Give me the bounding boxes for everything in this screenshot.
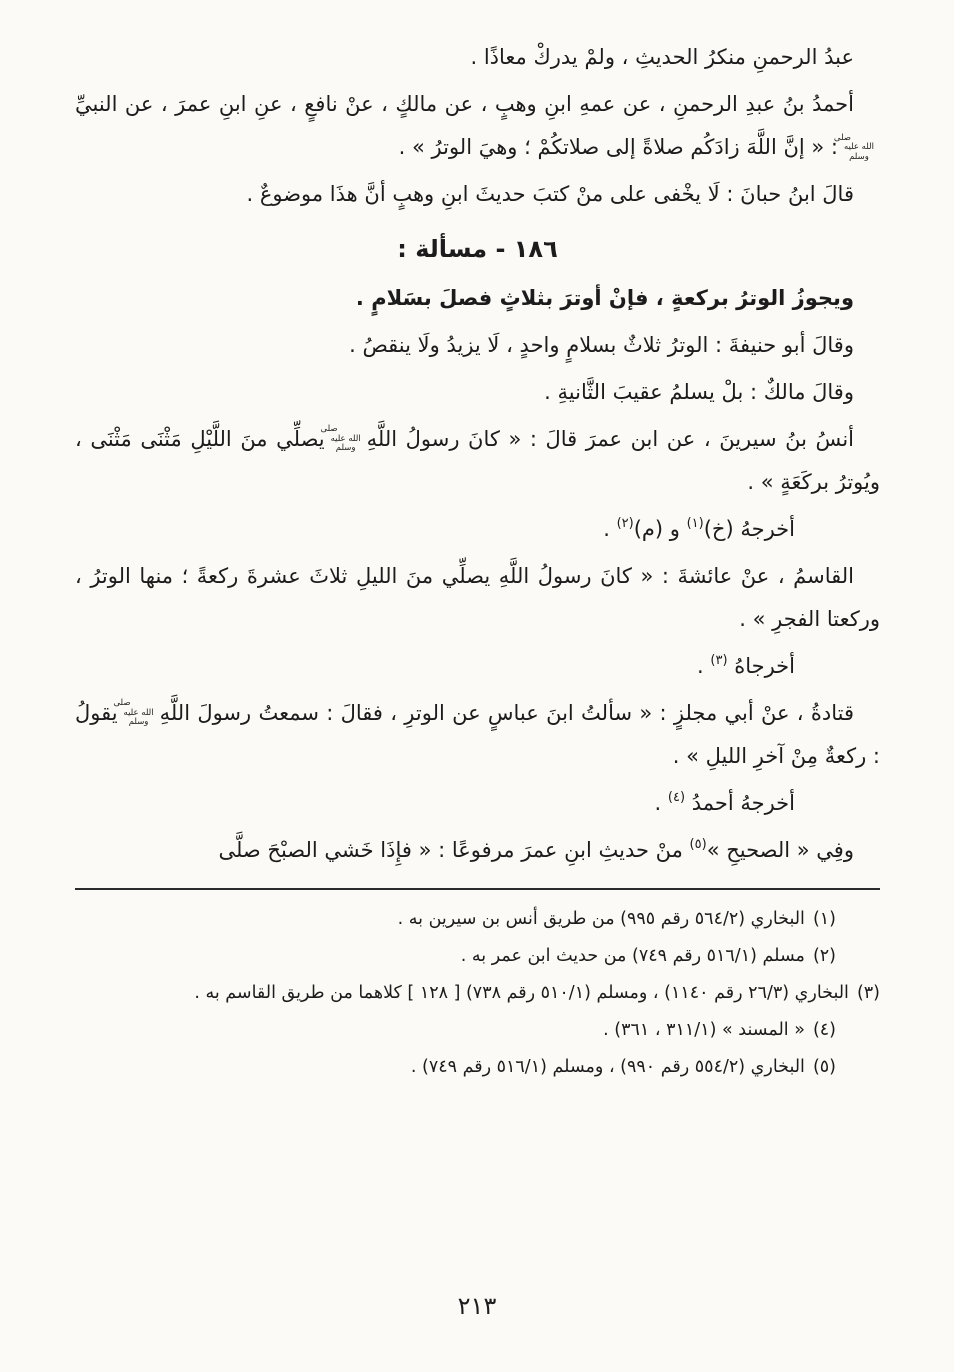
footnote: [75, 902, 880, 938]
footnote-text: « المسند » (٣١١/١ ، ٣٦١) .: [603, 1019, 805, 1040]
paragraph-text: وفِي « الصحيحِ »: [706, 837, 854, 862]
paragraph-text: يقولُ : ركعةٌ مِنْ آخرِ الليلِ » .: [75, 700, 880, 769]
paragraph-text: منْ حديثِ ابنِ عمرَ مرفوعًا : « فإِذَا خَشي الصبْحَ صلَّى: [218, 837, 690, 862]
footnote-ref: (٢): [616, 515, 634, 531]
footnote-marker: (٢): [812, 946, 836, 967]
paragraph-text: قتادةُ ، عنْ أبي مجلزٍ : « سألتُ ابنَ عباسٍ عن الوترِ ، فقالَ : سمعتُ رسولَ اللَّهِ: [159, 700, 854, 725]
footnote-marker: (٥): [812, 1056, 836, 1077]
paragraph: عبدُ الرحمنِ منكرُ الحديثِ ، ولمْ يدركْ معاذًا .: [470, 45, 854, 69]
paragraph: قالَ ابنُ حبانَ : لَا يخْفى على منْ كتبَ حديثَ ابنِ وهبٍ أنَّ هذَا موضوعٌ .: [246, 182, 854, 207]
takhrij-text: أخرجاهُ: [727, 653, 795, 678]
footnote-text: البخاري (٥٦٤/٢ رقم ٩٩٥) من طريق أنس بن سيرين به .: [397, 909, 805, 930]
takhrij-text: .: [697, 653, 711, 678]
footnote-ref: (٤): [667, 789, 686, 805]
takhrij-text: .: [654, 790, 668, 815]
footnote-marker: (٤): [812, 1019, 836, 1040]
page-body: [75, 36, 880, 872]
paragraph: وقالَ مالكٌ : بلْ يسلمُ عقيبَ الثَّانيةِ .: [544, 379, 854, 404]
paragraph: وقالَ أبو حنيفةَ : الوترُ ثلاثٌ بسلامٍ واحدٍ ، لَا يزيدُ ولَا ينقصُ .: [349, 333, 854, 358]
footnote-marker: (١): [812, 909, 836, 930]
footnote: [75, 939, 880, 975]
footnote-text: مسلم (٥١٦/١ رقم ٧٤٩) من حديث ابن عمر به .: [460, 946, 805, 967]
footnote-text: البخاري (٢٦/٣ رقم ١١٤٠) ، ومسلم (٥١٠/١ رقم ٧٣٨) [ ١٢٨ ] كلاهما من طريق القاسم به .: [194, 982, 849, 1003]
takhrij-text: .: [603, 516, 617, 541]
takhrij-text: أخرجهُ (خ): [703, 516, 795, 541]
footnote-ref: (٣): [710, 652, 728, 668]
footnote: [75, 1013, 880, 1049]
takhrij-line: [75, 782, 880, 826]
paragraph-text: أحمدُ بنُ عبدِ الرحمنِ ، عن عمهِ ابنِ وهبٍ ، عن مالكٍ ، عنْ نافعٍ ، عنِ ابنِ عمرَ ، عن النبيِّ: [75, 91, 854, 116]
masala-heading: ١٨٦ - مسألة :: [397, 234, 558, 263]
paragraph-text: يصلِّي منَ اللَّيْلِ مَثْنَى مَثْنَى ، ويُوترُ بركَعَةٍ » .: [75, 426, 880, 495]
takhrij-line: [75, 508, 880, 552]
footnote-ref: (١): [686, 515, 704, 531]
footnote-text: البخاري (٥٥٤/٢ رقم ٩٩٠) ، ومسلم (٥١٦/١ رقم ٧٤٩) .: [410, 1056, 805, 1077]
paragraph-text: : « إنَّ اللَّهَ زادَكُم صلاةً إلى صلاتكُمْ ؛ وهيَ الوترُ » .: [398, 135, 838, 160]
paragraph-text: أنسُ بنُ سيرينَ ، عن ابن عمرَ قالَ : « كانَ رسولُ اللَّهِ: [366, 426, 854, 451]
footnote-marker: (٣): [856, 982, 880, 1003]
paragraph: القاسمُ ، عنْ عائشةَ : « كانَ رسولُ اللَّهِ يصلِّي منَ الليلِ ثلاثَ عشرةَ ركعةً ؛ منها الوترُ ، وركعتا الفجرِ » .: [75, 563, 880, 632]
paragraph: [75, 829, 880, 873]
paragraph: [75, 692, 880, 779]
takhrij-line: [75, 645, 880, 689]
footnote-ref: (٥): [689, 836, 707, 852]
paragraph-bold: ويجوزُ الوترُ بركعةٍ ، فإنْ أوترَ بثلاثٍ فصلَ بسَلامٍ .: [355, 286, 854, 311]
footnote: [75, 1050, 880, 1086]
footnote-separator: [75, 888, 880, 890]
prophet-honorific: صلى الله عليه وسلم: [320, 423, 361, 454]
footnotes-section: [75, 902, 880, 1085]
takhrij-text: و (م): [633, 516, 687, 541]
footnote: [75, 976, 880, 1012]
paragraph: [75, 83, 880, 170]
paragraph: [75, 418, 880, 505]
takhrij-text: أخرجهُ أحمدُ: [685, 790, 795, 815]
prophet-honorific: صلى الله عليه وسلم: [833, 132, 875, 163]
prophet-honorific: صلى الله عليه وسلم: [113, 697, 154, 728]
page-number: ٢١٣: [457, 1292, 497, 1320]
